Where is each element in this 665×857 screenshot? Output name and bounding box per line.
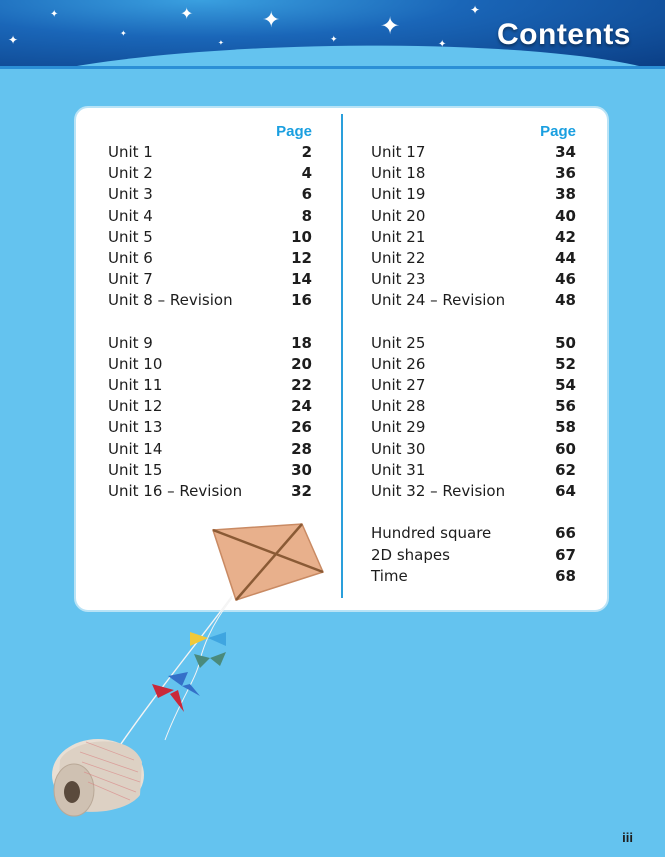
contents-entry-label: Unit 7 <box>108 270 153 289</box>
contents-entry-page: 30 <box>291 460 312 479</box>
contents-entry-label: Unit 1 <box>108 143 153 161</box>
kite-tail-bow-icon <box>152 672 200 712</box>
contents-entry-label: Unit 25 <box>371 333 426 352</box>
page-column-header: Page <box>276 123 312 140</box>
contents-entry-label: Unit 5 <box>108 227 153 246</box>
contents-entry-label: Unit 10 <box>108 354 163 373</box>
contents-entry-label: Unit 12 <box>108 397 163 416</box>
contents-entry-page: 66 <box>555 524 576 543</box>
contents-entry-label: Unit 30 <box>371 439 426 458</box>
contents-entry-page: 26 <box>291 418 312 437</box>
contents-entry-label: Unit 6 <box>108 248 153 267</box>
contents-entry-label: Unit 28 <box>371 397 426 416</box>
page-column-header: Page <box>540 123 576 140</box>
star-icon: ✦ <box>8 33 19 47</box>
contents-entry-label: Unit 8 – Revision <box>108 291 233 310</box>
contents-entry-page: 64 <box>555 482 576 500</box>
star-icon: ✦ <box>262 8 281 33</box>
star-icon: ✦ <box>380 12 401 40</box>
contents-entry-label: Hundred square <box>371 524 492 543</box>
star-icon: ✦ <box>330 35 338 45</box>
contents-entry-label: Unit 31 <box>371 460 426 479</box>
contents-entry-page: 2 <box>301 143 312 161</box>
contents-entry-page: 34 <box>555 143 576 161</box>
contents-entry-page: 10 <box>291 227 312 246</box>
contents-entry-page: 12 <box>291 248 312 267</box>
contents-entry-page: 52 <box>555 354 576 373</box>
string-spool-icon <box>52 739 144 816</box>
contents-entry-label: Unit 27 <box>371 376 426 395</box>
contents-entry-label: Unit 32 – Revision <box>371 482 506 500</box>
contents-entry-label: Unit 16 – Revision <box>108 482 243 500</box>
contents-entry-page: 44 <box>555 248 576 267</box>
contents-entry-page: 36 <box>555 164 576 183</box>
contents-entry-label: Unit 15 <box>108 460 163 479</box>
star-icon: ✦ <box>218 39 224 47</box>
kite-icon <box>213 524 323 600</box>
contents-entry-label: Unit 13 <box>108 418 163 437</box>
contents-entry-label: Unit 29 <box>371 418 426 437</box>
contents-entry-page: 58 <box>555 418 576 437</box>
contents-entry-page: 62 <box>555 460 576 479</box>
contents-entry-page: 4 <box>301 164 312 183</box>
contents-entry-label: Unit 4 <box>108 206 153 225</box>
contents-entry-label: Unit 24 – Revision <box>371 291 506 310</box>
contents-entry-page: 60 <box>555 439 576 458</box>
contents-entry-label: Unit 3 <box>108 185 153 204</box>
contents-entry-label: Unit 21 <box>371 227 426 246</box>
contents-entry-label: Unit 9 <box>108 333 153 352</box>
contents-entry-label: Unit 26 <box>371 354 426 373</box>
star-icon: ✦ <box>470 3 481 17</box>
contents-entry-page: 42 <box>555 227 576 246</box>
contents-entry-page: 50 <box>555 333 576 352</box>
contents-entry-page: 56 <box>555 397 576 416</box>
contents-entry-page: 8 <box>301 206 312 225</box>
contents-entry-label: Unit 17 <box>371 143 426 161</box>
star-icon: ✦ <box>120 29 127 38</box>
contents-entry-label: Time <box>371 566 408 585</box>
contents-entry-label: Unit 18 <box>371 164 426 183</box>
contents-entry-label: Unit 2 <box>108 164 153 183</box>
contents-entry-page: 6 <box>301 185 312 204</box>
contents-entry-page: 16 <box>291 291 312 310</box>
page-number: iii <box>622 830 633 845</box>
contents-entry-page: 38 <box>555 185 576 204</box>
contents-entry-page: 14 <box>291 270 312 289</box>
contents-entry-label: 2D shapes <box>371 545 450 564</box>
contents-entry-page: 46 <box>555 270 576 289</box>
star-icon: ✦ <box>180 4 194 23</box>
contents-entry-page: 54 <box>555 376 576 395</box>
star-icon: ✦ <box>50 9 59 20</box>
contents-entry-page: 28 <box>291 439 312 458</box>
contents-entry-label: Unit 19 <box>371 185 426 204</box>
contents-entry-label: Unit 22 <box>371 248 426 267</box>
contents-entry-page: 68 <box>555 566 576 585</box>
contents-entry-page: 22 <box>291 376 312 395</box>
kite-tail-string <box>165 598 232 740</box>
contents-entry-page: 32 <box>291 482 312 500</box>
contents-entry-label: Unit 23 <box>371 270 426 289</box>
star-icon: ✦ <box>438 39 447 50</box>
contents-entry-page: 18 <box>291 333 312 352</box>
contents-entry-page: 20 <box>291 354 312 373</box>
contents-entry-page: 67 <box>555 545 576 564</box>
contents-entry-page: 40 <box>555 206 576 225</box>
page-title: Contents <box>497 18 631 51</box>
contents-entry-page: 48 <box>555 291 576 310</box>
contents-entry-label: Unit 14 <box>108 439 163 458</box>
contents-entry-page: 24 <box>291 397 312 416</box>
contents-entry-label: Unit 20 <box>371 206 426 225</box>
contents-entry-label: Unit 11 <box>108 376 163 395</box>
